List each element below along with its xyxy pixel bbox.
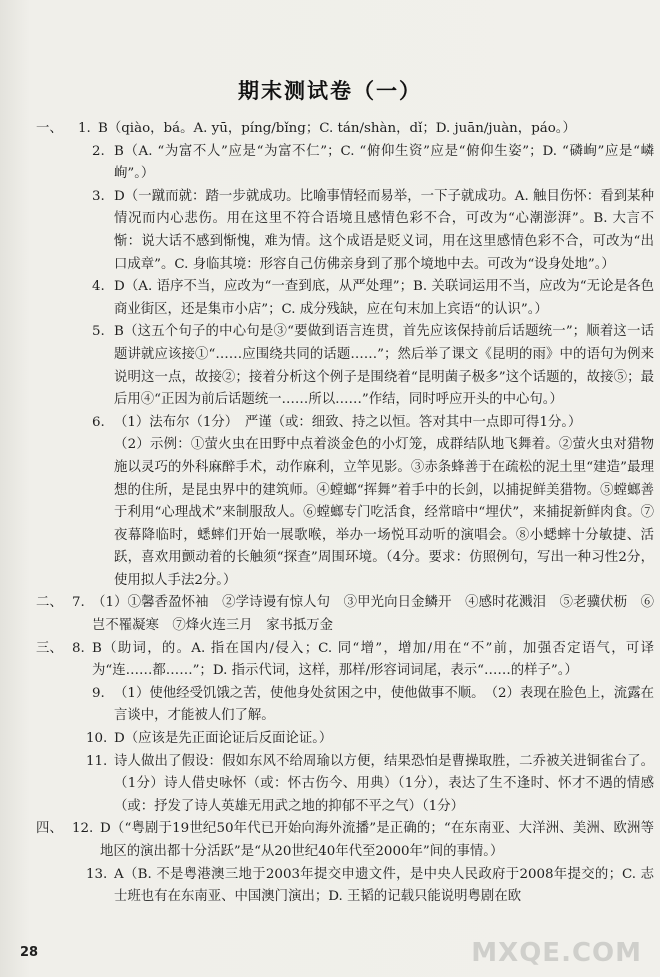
answer-item-9 <box>36 683 654 728</box>
item-number: 8. <box>72 640 85 656</box>
item-number <box>92 434 114 592</box>
item-number: 2. <box>92 143 105 159</box>
item-number: 12. <box>72 821 94 837</box>
answer-item-7 <box>36 592 654 637</box>
answer-item-8 <box>36 638 654 683</box>
answer-text: （1）使他经受饥饿之苦，使他身处贫困之中，使他做事不顺。 （2）表现在脸色上，流露在言谈中，才能被人们了解。 <box>114 685 654 724</box>
answer-list <box>36 118 654 909</box>
item-number: 11. <box>86 753 108 769</box>
answer-text: B（A. “为富不人”应是“为富不仁”；C. “俯仰生资”应是“俯仰生姿”；D. “磷峋”应是“嶙峋”。） <box>114 143 654 182</box>
answer-text: （1）法布尔（1分） 严谨（或：细致、持之以恒。答对其中一点即可得1分。） <box>114 414 582 430</box>
answer-text: D（“粤剧于19世纪50年代已开始向海外流播”是正确的；“在东南亚、大洋洲、美洲、欧洲等地区的演出都十分活跃”是“从20世纪40年代至2000年”间的事情。） <box>100 821 654 859</box>
section-number: 一、 <box>36 121 63 136</box>
item-number: 13. <box>86 866 108 882</box>
item-number: 9. <box>92 685 105 701</box>
item-number: 1. <box>78 121 91 136</box>
watermark: MXQE.COM <box>471 938 642 968</box>
item-number: 3. <box>92 188 105 204</box>
answer-text: A（B. 不是粤港澳三地于2003年提交申遗文件，是中央人民政府于2008年提交的；C. 志士班也有在东南亚、中国澳门演出；D. 王韬的记载只能说明粤剧在欧 <box>114 866 654 905</box>
item-number: 5. <box>92 324 105 340</box>
item-number: 7. <box>72 595 85 611</box>
answer-item-6-part-2 <box>36 434 654 592</box>
answer-item-3 <box>36 186 654 276</box>
answer-text: B（助词，的。A. 指在国内/侵入；C. 同“增”，增加/用在“不”前，加强否定语气，可译为“连……都……”；D. 指示代词，这样，那样/形容词词尾，表示“……的样子”。） <box>92 640 654 679</box>
page-title: 期末测试卷（一） <box>238 79 422 103</box>
answer-text: D（一蹴而就：踏一步就成功。比喻事情轻而易举，一下子就成功。A. 触目伤怀：看到某种情况而内心悲伤。用在这里不符合语境且感情色彩不合，可改为“心潮澎湃”。B. 大言不惭：说大话不感到惭愧，难为情。这个成语是贬义词，用在这里感情色彩不合，可改为“出口成章”。C. 身临其境：形容自己仿佛亲身到了那个境地中去。可改为“设身处地”。） <box>114 188 654 272</box>
section-number: 三、 <box>36 640 63 656</box>
answer-text: D（A. 语序不当，应改为“一查到底，从严处理”；B. 关联词运用不当，应改为“无论是各色商业街区，还是集市小店”；C. 成分残缺，应在句末加上宾语“的认识”。） <box>114 279 654 317</box>
answer-item-10 <box>36 728 654 751</box>
answer-text: B（这五个句子的中心句是③“要做到语言连贯，首先应该保持前后话题统一”；顺着这一话题讲就应该接①“……应围绕共同的话题……”；然后举了课文《昆明的雨》中的语句为例来说明这一点，故接②；接着分析这个例子是围绕着“昆明菌子极多”这个话题的，故接⑤；最后用④“正因为前后话题统一……所以……”作结，同时呼应开头的中心句。） <box>114 324 654 408</box>
page-number: 28 <box>20 945 39 960</box>
answer-item-13 <box>36 864 654 909</box>
answer-item-4 <box>36 276 654 321</box>
answer-text: B（qiào，bá。A. yū，píng/bǐng；C. tán/shàn，dǐ；D. juān/juàn，páo。） <box>98 121 576 136</box>
item-number: 10. <box>86 731 108 747</box>
item-number: 4. <box>92 279 105 295</box>
section-number: 二、 <box>36 595 63 611</box>
answer-item-12 <box>36 818 654 863</box>
item-number: 6. <box>92 414 105 430</box>
answer-item-6 <box>36 412 654 435</box>
section-number: 四、 <box>36 821 63 837</box>
answer-item-11 <box>36 751 654 819</box>
answer-text: （1）①馨香盈怀袖 ②学诗谩有惊人句 ③甲光向日金鳞开 ④感时花溅泪 ⑤老骥伏枥 ⑥岂不罹凝寒 ⑦烽火连三月 家书抵万金 <box>92 595 654 634</box>
answer-text: D（应该是先正面论证后反面论证。） <box>114 731 333 747</box>
answer-text: （2）示例：①萤火虫在田野中点着淡金色的小灯笼，成群结队地飞舞着。②萤火虫对猎物施以灵巧的外科麻醉手术，动作麻利，立竿见影。③赤条蜂善于在疏松的泥土里“建造”最理想的住所，是昆虫界中的建筑师。④螳螂“挥舞”着手中的长剑，以捕捉鲜美猎物。⑤螳螂善于利用“心理战术”来制服敌人。⑥螳螂专门吃活食，经常暗中“埋伏”，来捕捉新鲜肉食。⑦夜幕降临时，蟋蟀们开始一展歌喉，举办一场悦耳动听的演唱会。⑧小蟋蟀十分敏捷、活跃，喜欢用颤动着的长触须“探查”周围环境。（4分。要求：仿照例句，写出一种习性2分，使用拟人手法2分。） <box>114 437 654 588</box>
answer-text: 诗人做出了假设：假如东风不给周瑜以方便，结果恐怕是曹操取胜，二乔被关进铜雀台了。（1分）诗人借史咏怀（或：怀古伤今、用典）（1分），表达了生不逢时、怀才不遇的情感（或：抒发了诗人英雄无用武之地的抑郁不平之气）（1分） <box>114 753 654 814</box>
answer-item-2 <box>36 141 654 186</box>
answer-item-5 <box>36 321 654 411</box>
answer-item-1 <box>36 118 654 141</box>
